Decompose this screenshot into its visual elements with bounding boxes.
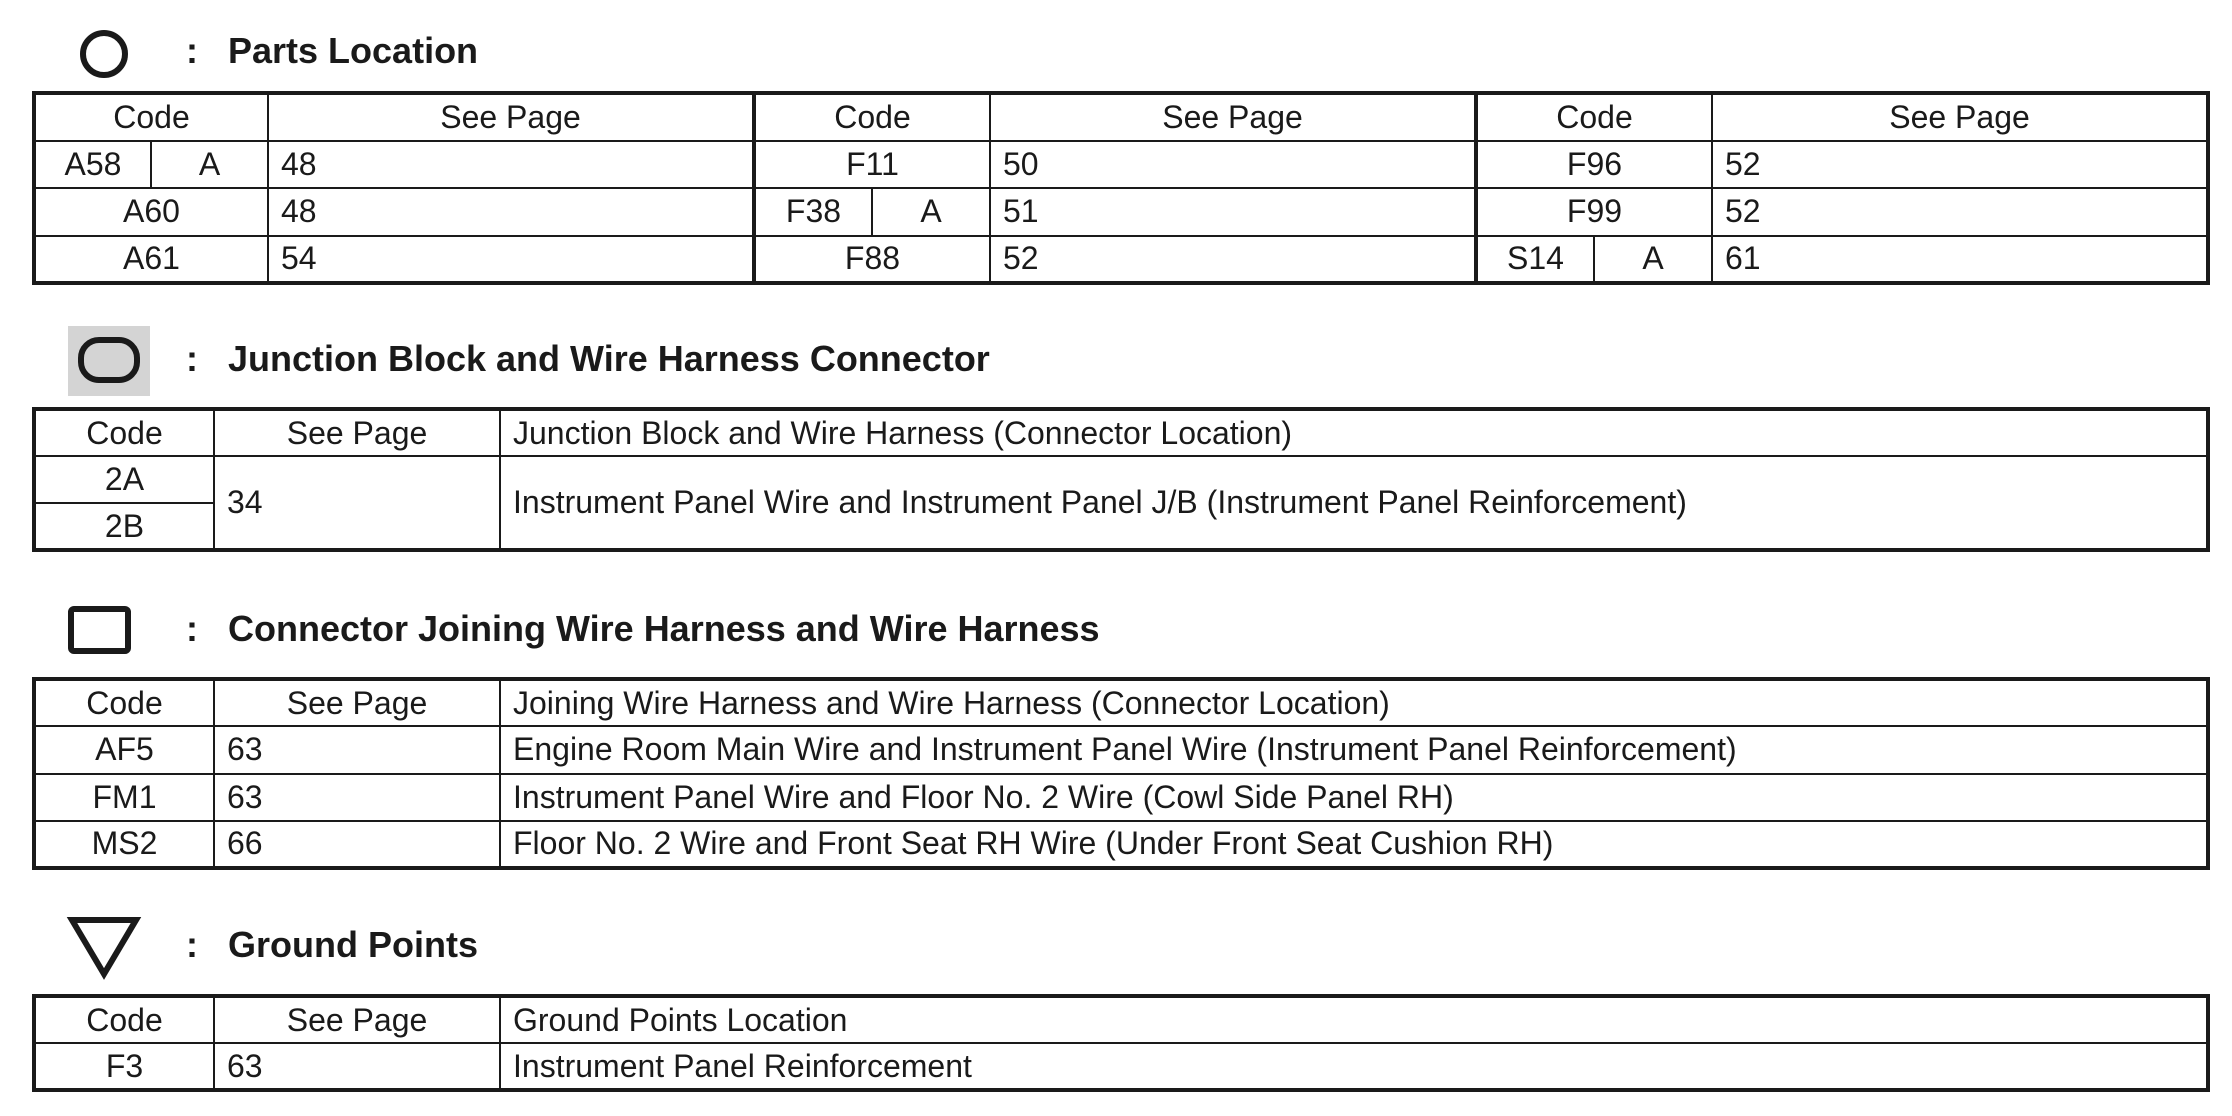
description-cell: Instrument Panel Wire and Instrument Panel J/B (Instrument Panel Reinforcement) [500, 456, 2208, 550]
colon: : [186, 30, 198, 71]
table-row [34, 141, 2208, 189]
page-cell: 66 [214, 821, 500, 868]
table-row [34, 821, 2208, 868]
page-cell: 52 [1712, 141, 2208, 189]
ground-points-table [32, 994, 2210, 1092]
parts-location-header [0, 22, 1400, 82]
page-cell: 34 [214, 456, 500, 550]
code-cell: F38 [754, 188, 872, 236]
circle-icon [78, 28, 130, 80]
page-cell: 52 [990, 236, 1476, 284]
colon: : [186, 338, 198, 379]
page-cell: 61 [1712, 236, 2208, 284]
page-cell: 48 [268, 141, 754, 189]
code-cell: F99 [1476, 188, 1712, 236]
page-cell: 48 [268, 188, 754, 236]
table-row [34, 726, 2208, 773]
code-cell: A60 [34, 188, 268, 236]
square-icon [68, 606, 132, 654]
page-cell: 63 [214, 1043, 500, 1090]
table-row [34, 1043, 2208, 1090]
page-cell: 54 [268, 236, 754, 284]
code-cell: F88 [754, 236, 990, 284]
rounded-rect-shaded-icon [68, 326, 150, 396]
table-header-row [34, 409, 2208, 456]
junction-block-header [0, 326, 1400, 386]
description-cell: Floor No. 2 Wire and Front Seat RH Wire (Under Front Seat Cushion RH) [500, 821, 2208, 868]
header-see-page: See Page [214, 409, 500, 456]
header-code: Code [754, 93, 990, 141]
page-cell: 52 [1712, 188, 2208, 236]
code-cell: F11 [754, 141, 990, 189]
sub-code-cell: A [1594, 236, 1712, 284]
section-title: Junction Block and Wire Harness Connector [228, 338, 990, 379]
table-header-row [34, 93, 2208, 141]
code-cell: A58 [34, 141, 151, 189]
parts-location-table [32, 91, 2210, 285]
section-title: Connector Joining Wire Harness and Wire Harness [228, 608, 1100, 649]
code-cell: 2A [34, 456, 214, 503]
section-title: Ground Points [228, 924, 478, 965]
header-description: Ground Points Location [500, 996, 2208, 1043]
colon: : [186, 608, 198, 649]
table-row [34, 236, 2208, 284]
header-see-page: See Page [214, 996, 500, 1043]
table-row [34, 456, 2208, 503]
code-cell: 2B [34, 503, 214, 550]
header-code: Code [34, 409, 214, 456]
code-cell: AF5 [34, 726, 214, 773]
sub-code-cell: A [872, 188, 990, 236]
connector-joining-header [0, 600, 1400, 660]
description-cell: Instrument Panel Reinforcement [500, 1043, 2208, 1090]
ground-points-header [0, 912, 1400, 972]
header-code: Code [34, 679, 214, 726]
page-cell: 63 [214, 726, 500, 773]
code-cell: FM1 [34, 774, 214, 821]
header-description: Junction Block and Wire Harness (Connector Location) [500, 409, 2208, 456]
junction-block-table [32, 407, 2210, 552]
header-see-page: See Page [214, 679, 500, 726]
table-row [34, 774, 2208, 821]
code-cell: MS2 [34, 821, 214, 868]
section-title: Parts Location [228, 30, 479, 71]
header-see-page: See Page [1712, 93, 2208, 141]
description-cell: Instrument Panel Wire and Floor No. 2 Wire (Cowl Side Panel RH) [500, 774, 2208, 821]
header-see-page: See Page [990, 93, 1476, 141]
header-code: Code [34, 996, 214, 1043]
triangle-down-icon [66, 914, 142, 980]
code-cell: F3 [34, 1043, 214, 1090]
page-cell: 50 [990, 141, 1476, 189]
header-code: Code [1476, 93, 1712, 141]
colon: : [186, 924, 198, 965]
code-cell: S14 [1476, 236, 1594, 284]
page-cell: 51 [990, 188, 1476, 236]
header-see-page: See Page [268, 93, 754, 141]
sub-code-cell: A [151, 141, 268, 189]
connector-joining-table [32, 677, 2210, 870]
table-header-row [34, 679, 2208, 726]
description-cell: Engine Room Main Wire and Instrument Panel Wire (Instrument Panel Reinforcement) [500, 726, 2208, 773]
header-description: Joining Wire Harness and Wire Harness (Connector Location) [500, 679, 2208, 726]
page-cell: 63 [214, 774, 500, 821]
table-row [34, 188, 2208, 236]
header-code: Code [34, 93, 268, 141]
code-cell: F96 [1476, 141, 1712, 189]
code-cell: A61 [34, 236, 268, 284]
table-header-row [34, 996, 2208, 1043]
